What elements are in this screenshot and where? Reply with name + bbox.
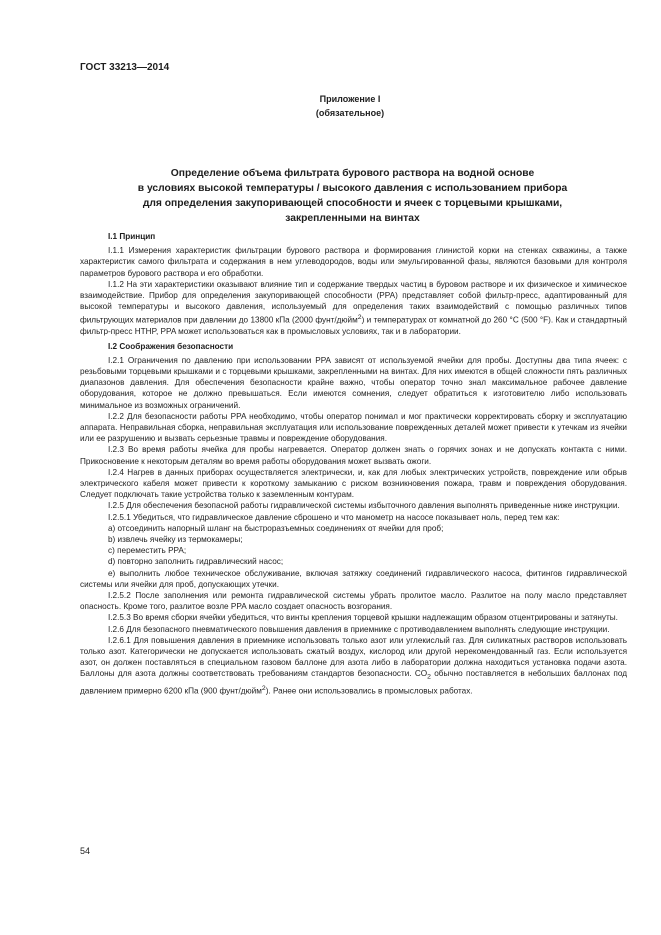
document-body xyxy=(80,231,627,697)
paragraph: I.2.5.3 Во время сборки ячейки убедиться, что винты крепления торцевой крышки надлежащим образом отцентрированы и затянуты. xyxy=(108,613,618,623)
paragraph: I.2.6 Для безопасного пневматического повышения давления в приемнике с противодавлением выполнять следующие инструкции. xyxy=(108,624,610,634)
title-line: закрепленными на винтах xyxy=(285,213,420,224)
paragraph: I.2.1 Ограничения по давлению при использовании PPA зависят от используемой ячейки для пробы. Доступны два типа ячеек: с резьбовыми торцевыми крышками и с торцевыми крышками, закрепленными на винтах. Для них имеются в общей сложности пять различных диапазонов давления. Для обеспечения безопасности крайне важно, чтобы оператор точно знал максимальное рабочее давление оборудования, которое не должно превышаться. Если имеются сомнения, следует обратиться к изготовителю либо использовать минимальное из возможных ограничений. xyxy=(80,355,627,410)
paragraph: I.2.5 Для обеспечения безопасной работы гидравлической системы избыточного давления выполнять приведенные ниже инструкции. xyxy=(108,501,620,511)
list-item: d) повторно заполнить гидравлический насос; xyxy=(108,557,284,567)
section-heading-safety: I.2 Соображения безопасности xyxy=(108,341,234,351)
list-item: е) выполнить любое техническое обслуживание, включая затяжку соединений гидравлического насоса, фитингов гидравлической системы или ячейки для проб, допускающих утечки. xyxy=(80,568,627,589)
title-line: для определения закупоривающей способности и ячеек с торцевыми крышками, xyxy=(142,198,563,209)
appendix-label: Приложение I xyxy=(319,94,381,104)
paragraph: I.2.3 Во время работы ячейка для пробы нагревается. Оператор должен знать о горячих зонах и не допускать контакта с ними. Прикосновение к некоторым деталям во время работы оборудования может вызвать ожоги. xyxy=(80,445,627,466)
paragraph: I.2.5.1 Убедиться, что гидравлическое давление сброшено и что манометр на насосе показывает ноль, перед тем как: xyxy=(108,512,560,522)
paragraph: I.2.6.1 Для повышения давления в приемнике использовать только азот или углекислый газ. Для силикатных растворов использовать только азот. Категорически не допускается использовать сжатый воздух, кислород или другой нерекомендованный газ. Если используется азот, он должен поставляться в специальном газовом баллоне для азота либо в лаборатории должна находиться установка подачи азота. Баллоны для азота должны соответствовать требованиям стандартов безопасности. $CO_2$ обычно поставляется в небольших баллонах под давлением примерно 6200 кПа (900 фунт/дюйм$^2$). Ранее они использовались в промысловых работах. xyxy=(80,635,627,697)
paragraph: I.1.1 Измерения характеристик фильтрации бурового раствора и формирования глинистой корки на стенках скважины, а также характеристик самого фильтрата и содержания в нем углеводородов, воды или эмульгированной фазы, являются базовыми для контроля параметров бурового раствора и его обработки. xyxy=(80,246,627,278)
list-item: а) отсоединить напорный шланг на быстроразъемных соединениях от ячейки для проб; xyxy=(108,523,444,533)
appendix-heading xyxy=(250,92,450,120)
list-item: b) извлечь ячейку из термокамеры; xyxy=(108,535,243,545)
page-number: 54 xyxy=(80,846,91,856)
title-line: в условиях высокой температуры / высокого давления с использованием прибора xyxy=(137,183,568,194)
list-item: c) переместить PPA; xyxy=(108,546,187,556)
appendix-title xyxy=(80,166,625,226)
title-line: Определение объема фильтрата бурового раствора на водной основе xyxy=(170,168,535,179)
standard-number: ГОСТ 33213—2014 xyxy=(80,62,170,73)
paragraph: I.2.2 Для безопасности работы PPA необходимо, чтобы оператор понимал и мог практически корректировать сборку и эксплуатацию аппарата. Неправильная сборка, неправильная эксплуатация или использование поврежденных деталей может привести к утечкам из ячейки или ее разрушению и вызвать серьезные травмы и повреждение оборудования. xyxy=(80,411,627,444)
paragraph: I.2.5.2 После заполнения или ремонта гидравлической системы убрать пролитое масло. Разлитое на полу масло представляет опасность. Кроме того, разлитое возле PPA масло создает опасность возгорания. xyxy=(80,591,627,612)
appendix-status: (обязательное) xyxy=(315,108,385,118)
paragraph: I.2.4 Нагрев в данных приборах осуществляется электрически, и, как для любых электрических устройств, повреждение или обрыв электрического кабеля может привести к короткому замыканию с риском возникновения пожара, травм и повреждения оборудования. Следует подключать такие устройства только к заземленным контурам. xyxy=(80,467,627,500)
section-heading-principle: I.1 Принцип xyxy=(108,232,156,241)
paragraph: I.1.2 На эти характеристики оказывают влияние тип и содержание твердых частиц в буровом растворе и их физическое и химическое взаимодействие. Прибор для определения закупоривающей способности (PPA) представляет собой фильтр-пресс, адаптированный для высокой температуры и высокого давления, используемый для определения таких взаимодействий с помощью различных типов фильтрующих материалов при давлении до 13800 кПа (2000 фунт/дюйм$^2$) и температурах от комнатной до 260 °С (500 °F). Как и стандартный фильтр-пресс HTHP, PPA может использоваться как в промысловых условиях, так и в лаборатории. xyxy=(80,279,628,337)
